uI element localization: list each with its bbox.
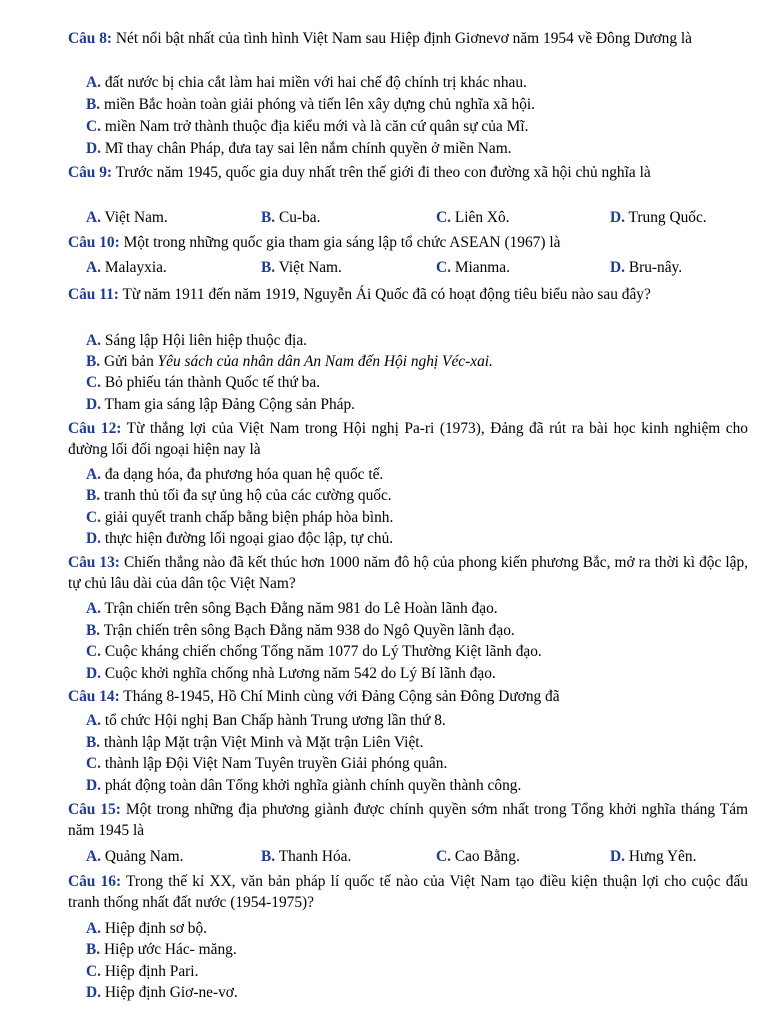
option-a[interactable] bbox=[86, 918, 207, 939]
question-label: Câu 10: bbox=[68, 234, 120, 251]
question-11 bbox=[68, 284, 748, 305]
option-letter: C. bbox=[86, 509, 101, 526]
option-letter: A. bbox=[86, 920, 101, 937]
question-text: Tháng 8-1945, Hồ Chí Minh cùng với Đảng Cộng sản Đông Dương đã bbox=[119, 688, 560, 705]
question-label: Câu 13: bbox=[68, 554, 120, 571]
option-d[interactable] bbox=[610, 846, 696, 867]
option-d[interactable] bbox=[610, 257, 682, 278]
option-text: Hiệp định Pari. bbox=[100, 963, 199, 980]
option-b[interactable] bbox=[261, 846, 351, 867]
option-letter: C. bbox=[86, 374, 101, 391]
option-letter: D. bbox=[610, 209, 625, 226]
option-letter: A. bbox=[86, 466, 101, 483]
option-b[interactable] bbox=[86, 485, 392, 506]
option-text: miền Nam trở thành thuộc địa kiểu mới và là căn cứ quân sự của Mĩ. bbox=[100, 118, 529, 135]
option-text: phát động toàn dân Tổng khởi nghĩa giành chính quyền thành công. bbox=[100, 777, 522, 794]
question-text: Từ năm 1911 đến năm 1919, Nguyễn Ái Quốc đã có hoạt động tiêu biểu nào sau đây? bbox=[118, 286, 651, 303]
option-letter: B. bbox=[86, 353, 101, 370]
option-a[interactable] bbox=[86, 330, 307, 351]
option-text: Mianma. bbox=[450, 259, 510, 276]
option-b[interactable] bbox=[86, 620, 515, 641]
option-letter: C. bbox=[86, 118, 101, 135]
option-text: tổ chức Hội nghị Ban Chấp hành Trung ương lần thứ 8. bbox=[100, 712, 446, 729]
question-13 bbox=[68, 552, 748, 594]
option-letter: D. bbox=[610, 259, 625, 276]
option-b[interactable] bbox=[86, 732, 423, 753]
question-8 bbox=[68, 28, 748, 49]
option-letter: B. bbox=[261, 848, 276, 865]
option-c[interactable] bbox=[436, 257, 510, 278]
option-text: Quảng Nam. bbox=[100, 848, 184, 865]
option-c[interactable] bbox=[86, 116, 528, 137]
option-letter: B. bbox=[86, 622, 101, 639]
document-title: Yêu sách của nhân dân An Nam đến Hội nghị Véc-xai. bbox=[157, 353, 493, 370]
option-letter: B. bbox=[86, 941, 101, 958]
option-letter: A. bbox=[86, 712, 101, 729]
option-c[interactable] bbox=[86, 372, 320, 393]
option-c[interactable] bbox=[86, 753, 447, 774]
option-text: Bỏ phiếu tán thành Quốc tế thứ ba. bbox=[100, 374, 321, 391]
option-c[interactable] bbox=[86, 507, 393, 528]
question-label: Câu 9: bbox=[68, 164, 113, 181]
question-text: Một trong những quốc gia tham gia sáng lập tổ chức ASEAN (1967) là bbox=[119, 234, 561, 251]
option-b[interactable] bbox=[86, 351, 493, 372]
option-d[interactable] bbox=[86, 775, 521, 796]
option-text: Bru-nây. bbox=[624, 259, 683, 276]
option-text: Trung Quốc. bbox=[624, 209, 707, 226]
option-d[interactable] bbox=[86, 982, 238, 1003]
option-letter: D. bbox=[86, 396, 101, 413]
option-a[interactable] bbox=[86, 598, 498, 619]
options-row bbox=[0, 846, 782, 867]
option-text: Cuộc kháng chiến chống Tống năm 1077 do Lý Thường Kiệt lãnh đạo. bbox=[100, 643, 542, 660]
question-text: Một trong những địa phương giành được chính quyền sớm nhất trong Tổng khởi nghĩa tháng Tám năm 1945 là bbox=[68, 801, 748, 839]
option-text: Liên Xô. bbox=[450, 209, 510, 226]
question-label: Câu 16: bbox=[68, 873, 122, 890]
question-text: Trước năm 1945, quốc gia duy nhất trên thế giới đi theo con đường xã hội chủ nghĩa là bbox=[112, 164, 651, 181]
question-15 bbox=[68, 799, 748, 841]
option-text: Tham gia sáng lập Đảng Cộng sản Pháp. bbox=[100, 396, 356, 413]
option-letter: A. bbox=[86, 848, 101, 865]
option-b[interactable] bbox=[86, 939, 237, 960]
question-16 bbox=[68, 871, 748, 913]
option-letter: A. bbox=[86, 332, 101, 349]
option-text: thực hiện đường lối ngoại giao độc lập, tự chủ. bbox=[100, 530, 394, 547]
option-text: thành lập Đội Việt Nam Tuyên truyền Giải phóng quân. bbox=[100, 755, 448, 772]
option-text: đa dạng hóa, đa phương hóa quan hệ quốc tế. bbox=[100, 466, 384, 483]
question-label: Câu 8: bbox=[68, 30, 113, 47]
option-text: Hưng Yên. bbox=[624, 848, 697, 865]
option-text: Trận chiến trên sông Bạch Đằng năm 981 do Lê Hoàn lãnh đạo. bbox=[100, 600, 498, 617]
option-letter: A. bbox=[86, 600, 101, 617]
question-text: Từ thắng lợi của Việt Nam trong Hội nghị Pa-ri (1973), Đảng đã rút ra bài học kinh nghiệm cho đường lối đối ngoại hiện nay là bbox=[68, 420, 748, 458]
option-b[interactable] bbox=[261, 257, 342, 278]
question-12 bbox=[68, 418, 748, 460]
option-letter: D. bbox=[86, 140, 101, 157]
option-letter: B. bbox=[261, 259, 276, 276]
option-letter: C. bbox=[436, 848, 451, 865]
option-text: Gửi bản bbox=[100, 353, 158, 370]
option-text: Hiệp định sơ bộ. bbox=[100, 920, 208, 937]
option-a[interactable] bbox=[86, 72, 527, 93]
question-label: Câu 15: bbox=[68, 801, 121, 818]
option-text: Thanh Hóa. bbox=[275, 848, 352, 865]
option-letter: D. bbox=[610, 848, 625, 865]
question-14 bbox=[68, 686, 748, 707]
question-label: Câu 12: bbox=[68, 420, 122, 437]
option-letter: C. bbox=[436, 259, 451, 276]
option-text: Trận chiến trên sông Bạch Đằng năm 938 do Ngô Quyền lãnh đạo. bbox=[100, 622, 515, 639]
option-d[interactable] bbox=[610, 207, 707, 228]
option-d[interactable] bbox=[86, 528, 393, 549]
option-text: Cao Bằng. bbox=[450, 848, 520, 865]
question-text: Trong thế kỉ XX, văn bản pháp lí quốc tế nào của Việt Nam tạo điều kiện thuận lợi cho cuộc đấu tranh thống nhất đất nước (1954-1975)? bbox=[68, 873, 749, 911]
option-c[interactable] bbox=[86, 641, 542, 662]
option-letter: B. bbox=[261, 209, 276, 226]
option-text: Hiệp định Giơ-ne-vơ. bbox=[100, 984, 238, 1001]
option-letter: D. bbox=[86, 777, 101, 794]
option-letter: C. bbox=[86, 643, 101, 660]
option-text: Malayxia. bbox=[100, 259, 167, 276]
option-text: giải quyết tranh chấp bằng biện pháp hòa bình. bbox=[100, 509, 394, 526]
question-text: Chiến thắng nào đã kết thúc hơn 1000 năm đô hộ của phong kiến phương Bắc, mở ra thời kì độc lập, tự chủ lâu dài của dân tộc Việt Nam? bbox=[68, 554, 748, 592]
question-label: Câu 11: bbox=[68, 286, 119, 303]
option-text: Sáng lập Hội liên hiệp thuộc địa. bbox=[100, 332, 307, 349]
option-letter: A. bbox=[86, 74, 101, 91]
question-9 bbox=[68, 162, 748, 183]
option-letter: A. bbox=[86, 259, 101, 276]
option-letter: D. bbox=[86, 665, 101, 682]
option-letter: D. bbox=[86, 530, 101, 547]
option-c[interactable] bbox=[86, 961, 198, 982]
option-letter: B. bbox=[86, 96, 101, 113]
option-text: Hiệp ước Hác- măng. bbox=[100, 941, 237, 958]
option-a[interactable] bbox=[86, 464, 383, 485]
question-10 bbox=[68, 232, 748, 253]
option-text: Việt Nam. bbox=[100, 209, 168, 226]
option-text: Mĩ thay chân Pháp, đưa tay sai lên nắm chính quyền ở miền Nam. bbox=[100, 140, 512, 157]
options-row bbox=[0, 257, 782, 278]
option-text: miền Bắc hoàn toàn giải phóng và tiến lên xây dựng chủ nghĩa xã hội. bbox=[100, 96, 536, 113]
option-d[interactable] bbox=[86, 138, 512, 159]
option-letter: C. bbox=[86, 755, 101, 772]
option-a[interactable] bbox=[86, 846, 183, 867]
option-text: đất nước bị chia cắt làm hai miền với hai chế độ chính trị khác nhau. bbox=[100, 74, 527, 91]
option-b[interactable] bbox=[261, 207, 320, 228]
option-b[interactable] bbox=[86, 94, 535, 115]
option-letter: A. bbox=[86, 209, 101, 226]
option-text: Cu-ba. bbox=[275, 209, 321, 226]
option-letter: B. bbox=[86, 487, 101, 504]
option-c[interactable] bbox=[436, 207, 510, 228]
option-text: Cuộc khởi nghĩa chống nhà Lương năm 542 do Lý Bí lãnh đạo. bbox=[100, 665, 496, 682]
option-a[interactable] bbox=[86, 207, 168, 228]
option-text: Việt Nam. bbox=[275, 259, 342, 276]
option-d[interactable] bbox=[86, 394, 355, 415]
option-text: tranh thủ tối đa sự ủng hộ của các cường quốc. bbox=[100, 487, 392, 504]
option-letter: D. bbox=[86, 984, 101, 1001]
option-text: thành lập Mặt trận Việt Minh và Mặt trận Liên Việt. bbox=[100, 734, 424, 751]
option-d[interactable] bbox=[86, 663, 496, 684]
option-letter: C. bbox=[86, 963, 101, 980]
option-letter: B. bbox=[86, 734, 101, 751]
option-letter: C. bbox=[436, 209, 451, 226]
option-a[interactable] bbox=[86, 257, 167, 278]
option-a[interactable] bbox=[86, 710, 446, 731]
question-text: Nét nổi bật nhất của tình hình Việt Nam sau Hiệp định Giơnevơ năm 1954 về Đông Dương là bbox=[112, 30, 692, 47]
option-c[interactable] bbox=[436, 846, 520, 867]
options-row bbox=[0, 207, 782, 228]
question-label: Câu 14: bbox=[68, 688, 120, 705]
